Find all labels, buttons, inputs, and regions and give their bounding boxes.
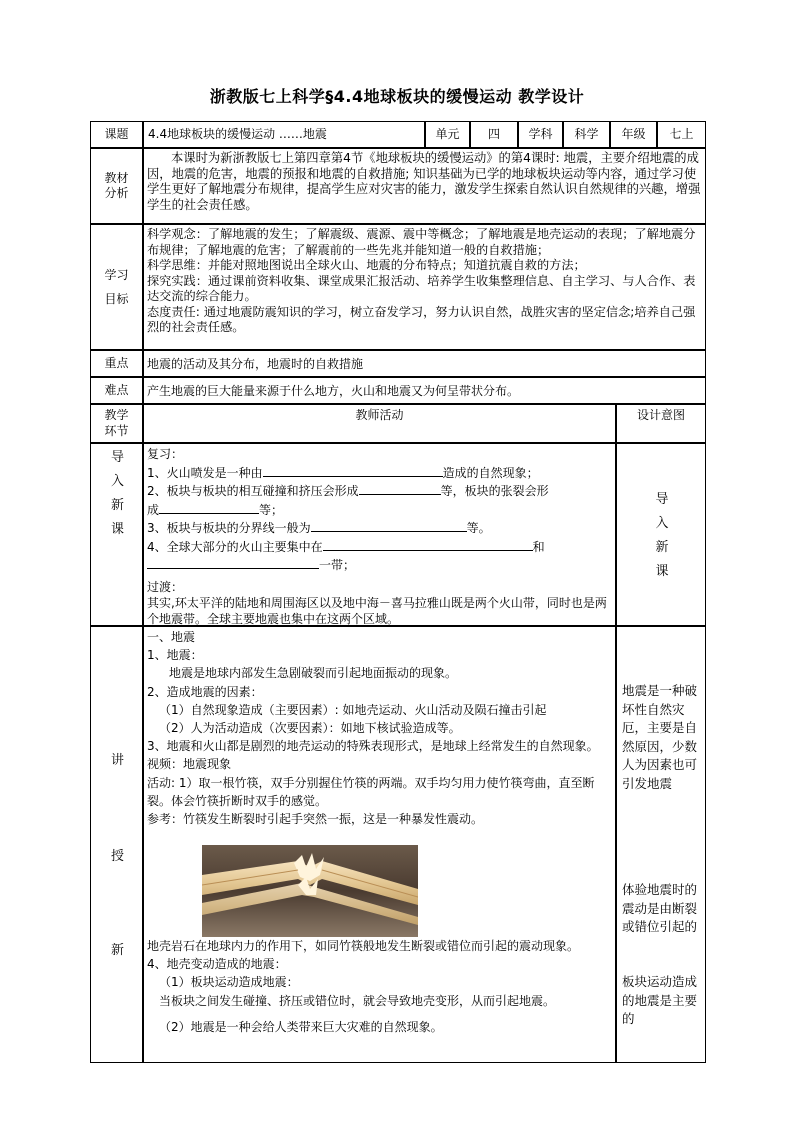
teacher-activity-header: 教师活动 <box>143 404 616 443</box>
review-q2: 2、板块与板块的相互碰撞和挤压会形成 等，板块的张裂会形 <box>147 484 549 498</box>
grade-value: 七上 <box>657 121 706 148</box>
difficulty-label: 难点 <box>90 377 143 404</box>
transition-text: 其实,环太平洋的陆地和周围海区以及地中海－喜马拉雅山既是两个火山带，同时也是两个地震带。全球主要地震也集中在这两个区域。 <box>147 596 607 626</box>
goal-concept: 科学观念：了解地震的发生；了解震级、震源、震中等概念；了解地震是地壳运动的表现；了解地震分布规律；了解地震的危害；了解震前的一些先兆并能知道一般的自救措施； <box>147 227 696 257</box>
unit-label: 单元 <box>425 121 470 148</box>
lecture-activity: 一、地震 1、地震： 地震是地球内部发生急剧破裂而引起地面振动的现象。 2、造成地震的因素： （1）自然现象造成（主要因素）: 如地壳运动、火山活动及陨石撞击引起 （2）人为活动造成（次要因素）：如地下核试验造成等。 3、地震和火山都是剧烈的地壳运动的特殊表现形式，是地球上经常发生的自然现象。 视频：地震现象 活动: 1）取一根竹筷，双手分别握住竹筷的两端。双手均匀用力使竹筷弯曲，直至断裂。体会竹筷折断时双手的感觉。 参考：竹筷发生断裂时引起手突然一振，这是一种暴发性震动。 地壳岩石在地球内力的作用下，如同竹筷般地发生断裂或错位而引起的震动现象。 4、地壳变动造成的地震： （1）板块运动造成地震： 当板块之间发生碰撞、挤压或错位时，就会导致地壳变形，从而引起地震。 （2）地震是一种会给人类带来巨大灾难的自然现象。 <box>143 626 616 1063</box>
intro-stage: 导 入 新 课 <box>90 443 143 626</box>
analysis-label: 教材 分析 <box>90 148 143 224</box>
key-points-label: 重点 <box>90 350 143 377</box>
review-q3: 3、板块与板块的分界线一般为 等。 <box>147 521 491 535</box>
topic-label: 课题 <box>90 121 143 148</box>
intro-intent: 导 入 新 课 <box>616 443 706 626</box>
analysis-text: 本课时为新浙教版七上第四章第4节《地球板块的缓慢运动》的第4课时: 地震，主要介绍地震的成因，地震的危害，地震的预报和地震的自救措施; 知识基础为已学的地球板块运动等内容，通过学习使学生更好了解地震分布规律，提高学生应对灾害的能力，激发学生探索自然认识自然规律的兴趣，增强学生的社会责任感。 <box>143 148 706 224</box>
intent-experience: 体验地震时的震动是由断裂或错位引起的 <box>622 882 698 934</box>
difficulty-text: 产生地震的巨大能量来源于什么地方，火山和地震又为何呈带状分布。 <box>143 377 706 404</box>
key-points-text: 地震的活动及其分布，地震时的自救措施 <box>143 350 706 377</box>
earthquake-definition: 地震是地球内部发生急剧破裂而引起地面振动的现象。 <box>169 666 458 681</box>
grade-label: 年级 <box>610 121 657 148</box>
goal-thinking: 科学思维：并能对照地图说出全球火山、地震的分布特点；知道抗震自救的方法； <box>147 258 586 272</box>
subject-value: 科学 <box>563 121 610 148</box>
intro-activity: 复习： 1、火山喷发是一种由 造成的自然现象； 2、板块与板块的相互碰撞和挤压会形成 等，板块的张裂会形 成 等； 3、板块与板块的分界线一般为 等。 4、全球大部分的火山主要集中在 和 一带； 过渡： 其实,环太平洋的陆地和周围海区以及地中海－喜马拉雅山既是两个火山带，同时也是两个地震带。全球主要地震也集中在这两个区域。 <box>143 443 616 626</box>
review-q4-cont: 一带； <box>147 556 612 575</box>
topic-value: 4.4地球板块的缓慢运动 ……地震 <box>143 121 425 148</box>
lesson-plan-table <box>90 121 706 1063</box>
design-intent-header: 设计意图 <box>616 404 706 443</box>
unit-value: 四 <box>470 121 518 148</box>
goal-attitude: 态度责任: 通过地震防震知识的学习，树立奋发学习，努力认识自然，战胜灾害的坚定信念;培养自己强烈的社会责任感。 <box>147 304 696 334</box>
lecture-stage: 讲 授 新 <box>90 626 143 1063</box>
reference-text: 参考：竹筷发生断裂时引起手突然一振，这是一种暴发性震动。 <box>147 812 484 827</box>
intent-cause: 地震是一种破坏性自然灾厄，主要是自然原因，少数人为因素也可引发地震 <box>622 683 698 791</box>
goals-text <box>143 224 706 350</box>
subject-label: 学科 <box>518 121 563 148</box>
activity-text: 活动: 1）取一根竹筷，双手分别握住竹筷的两端。双手均匀用力使竹筷弯曲，直至断裂。体会竹筷折断时双手的感觉。 <box>147 775 595 808</box>
goals-label: 学习 目标 <box>90 224 143 350</box>
stage-header: 教学环节 <box>90 404 143 443</box>
page-title: 浙教版七上科学§4.4地球板块的缓慢运动 教学设计 <box>209 87 585 106</box>
goal-practice: 探究实践：通过课前资料收集、课堂成果汇报活动、培养学生收集整理信息、自主学习、与人合作、表达交流的综合能力。 <box>147 273 696 303</box>
lecture-intent <box>616 626 706 1063</box>
review-q2-cont: 成 等； <box>147 502 284 517</box>
plate-motion-text: 当板块之间发生碰撞、挤压或错位时，就会导致地壳变形，从而引起地震。 <box>159 993 556 1008</box>
broken-chopstick-photo <box>202 845 418 937</box>
review-q1: 1、火山喷发是一种由 造成的自然现象； <box>147 465 539 480</box>
review-q4: 4、全球大部分的火山主要集中在 和 <box>147 539 545 554</box>
intent-plate: 板块运动造成的地震是主要的 <box>622 974 698 1026</box>
